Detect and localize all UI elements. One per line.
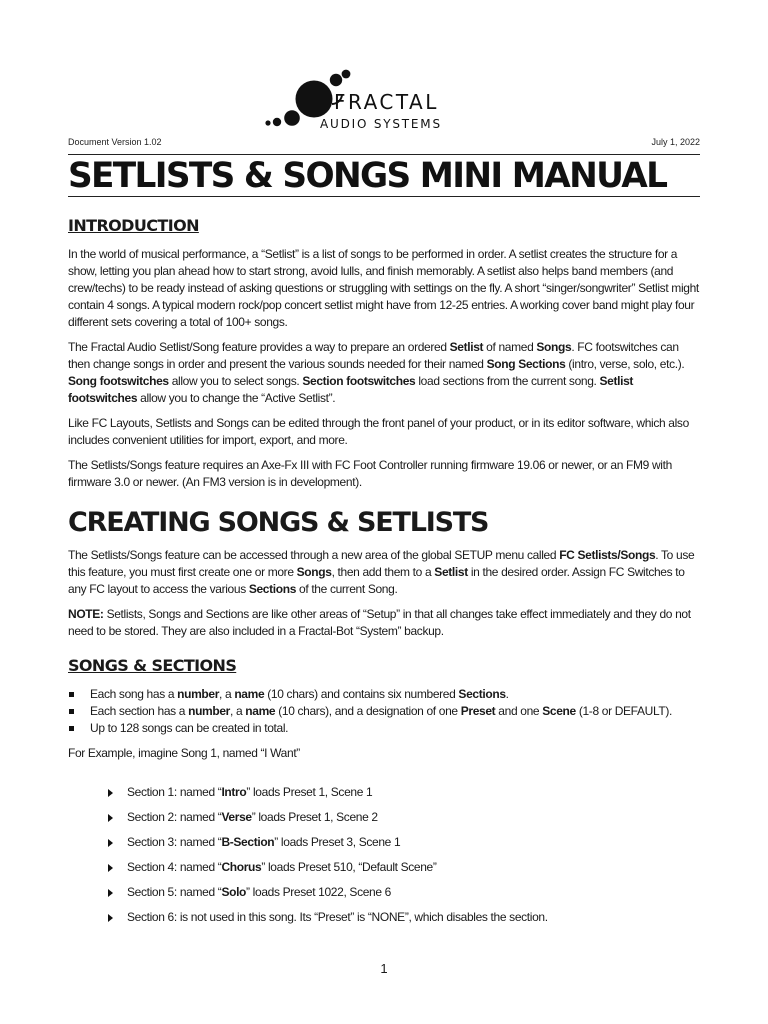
- document-version: Document Version 1.02: [68, 137, 162, 147]
- page-number: 1: [380, 961, 388, 976]
- heading-creating-songs-setlists: CREATING SONGS & SETLISTS: [68, 507, 489, 538]
- list-item: Section 4: named “Chorus” loads Preset 510, “Default Scene”: [68, 859, 702, 876]
- intro-paragraph-4: The Setlists/Songs feature requires an Axe-Fx III with FC Foot Controller running firmware 19.06 or newer, or an FM9 with firmware 3.0 or newer. (An FM3 version is in development).: [68, 458, 672, 489]
- list-item: Section 1: named “Intro” loads Preset 1, Scene 1: [68, 784, 702, 801]
- page-title: SETLISTS & SONGS MINI MANUAL: [68, 156, 667, 196]
- list-item: Section 6: is not used in this song. Its “Preset” is “NONE”, which disables the section.: [68, 909, 702, 926]
- creating-note: NOTE: Setlists, Songs and Sections are like other areas of “Setup” in that all changes take effect immediately and they do not need to be stored. They are also included in a Fractal-Bot “System” backup.: [68, 607, 691, 638]
- intro-paragraph-2: The Fractal Audio Setlist/Song feature provides a way to prepare an ordered Setlist of named Songs. FC footswitches can then change songs in order and present the various sounds needed for their named Song Sections (intro, verse, solo, etc.). Song footswitches allow you to select songs. Section footswitches load sections from the current song. Setlist footswitches allow you to change the “Active Setlist”.: [68, 340, 685, 405]
- title-rule: [68, 196, 700, 197]
- list-item: Section 3: named “B-Section” loads Preset 3, Scene 1: [68, 834, 702, 851]
- example-sections-list: [68, 784, 702, 926]
- songs-bullet-list: [68, 686, 702, 737]
- document-body: [68, 216, 702, 934]
- intro-paragraph-3: Like FC Layouts, Setlists and Songs can be edited through the front panel of your product, or in its editor software, which also includes convenient utilities for import, export, and more.: [68, 416, 689, 447]
- list-item: Each song has a number, a name (10 chars) and contains six numbered Sections.: [68, 686, 702, 703]
- list-item: Up to 128 songs can be created in total.: [68, 720, 702, 737]
- logo-wordmark: FRACTAL: [334, 90, 439, 114]
- header-rule: [68, 154, 700, 155]
- intro-paragraph-1: In the world of musical performance, a “Setlist” is a list of songs to be performed in order. A setlist creates the structure for a show, letting you plan ahead how to start strong, avoid lulls, and finish memorably. A setlist also helps band members (and crew/techs) to be ready instead of asking questions or struggling with settings on the fly. A short “singer/songwriter” Setlist might contain 4 songs. A typical modern rock/pop concert setlist might have from 12-25 entries. A working cover band might play four different sets covering a total of 100+ songs.: [68, 247, 699, 329]
- document-date: July 1, 2022: [651, 137, 700, 147]
- creating-paragraph-1: The Setlists/Songs feature can be accessed through a new area of the global SETUP menu called FC Setlists/Songs. To use this feature, you must first create one or more Songs, then add them to a Setlist in the desired order. Assign FC Switches to any FC layout to access the various Sections of the current Song.: [68, 548, 695, 596]
- list-item: Each section has a number, a name (10 chars), and a designation of one Preset and one Scene (1-8 or DEFAULT).: [68, 703, 702, 720]
- list-item: Section 5: named “Solo” loads Preset 1022, Scene 6: [68, 884, 702, 901]
- note-label: NOTE:: [68, 607, 104, 621]
- example-intro: For Example, imagine Song 1, named “I Want”: [68, 746, 300, 760]
- list-item: Section 2: named “Verse” loads Preset 1, Scene 2: [68, 809, 702, 826]
- fractal-audio-logo: [262, 66, 492, 132]
- heading-introduction: INTRODUCTION: [68, 216, 199, 235]
- heading-songs-sections: SONGS & SECTIONS: [68, 656, 237, 675]
- logo-tagline: AUDIO SYSTEMS: [320, 117, 442, 131]
